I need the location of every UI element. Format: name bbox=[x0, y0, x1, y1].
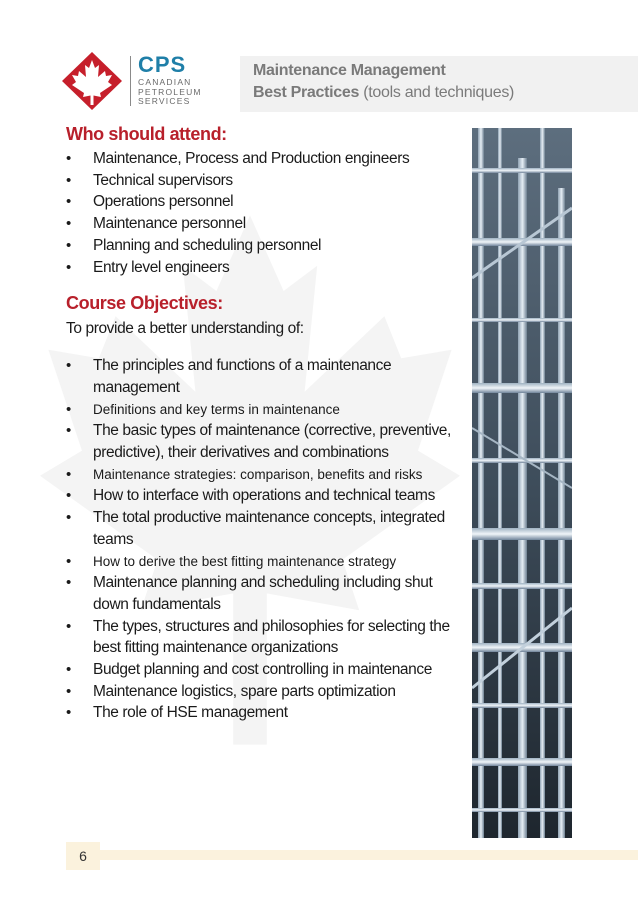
attendee-list bbox=[66, 148, 464, 278]
list-item: • Maintenance planning and scheduling including shut down fundamentals bbox=[66, 572, 464, 615]
list-item: • Maintenance strategies: comparison, benefits and risks bbox=[66, 464, 464, 486]
logo-company-name bbox=[138, 78, 218, 107]
header-title: Maintenance Management bbox=[253, 62, 446, 79]
list-item: • The total productive maintenance concepts, integrated teams bbox=[66, 507, 464, 550]
maple-leaf-logo-icon bbox=[60, 50, 124, 112]
course-objectives-heading: Course Objectives: bbox=[66, 293, 223, 314]
objectives-list bbox=[66, 355, 464, 724]
list-item: • Maintenance, Process and Production engineers bbox=[66, 148, 464, 170]
page-number: 6 bbox=[66, 842, 100, 870]
footer-band bbox=[100, 850, 638, 860]
list-item: • Definitions and key terms in maintenance bbox=[66, 399, 464, 421]
list-item: • Technical supervisors bbox=[66, 170, 464, 192]
logo-line-1: CANADIAN bbox=[138, 77, 192, 87]
cps-logo bbox=[60, 50, 210, 112]
list-item: • The basic types of maintenance (corrective, preventive, predictive), their derivatives and combinations bbox=[66, 420, 464, 463]
pipework-illustration bbox=[472, 128, 572, 838]
list-item: • Operations personnel bbox=[66, 191, 464, 213]
list-item: • How to derive the best fitting maintenance strategy bbox=[66, 551, 464, 573]
objectives-intro: To provide a better understanding of: bbox=[66, 320, 304, 338]
who-should-attend-heading: Who should attend: bbox=[66, 124, 227, 144]
industrial-plant-photo bbox=[472, 128, 572, 838]
header-subtitle-bold: Best Practices bbox=[253, 84, 360, 101]
logo-abbr: CPS bbox=[138, 52, 187, 77]
list-item: • Entry level engineers bbox=[66, 257, 464, 279]
list-item: • Maintenance personnel bbox=[66, 213, 464, 235]
list-item: • The principles and functions of a maintenance management bbox=[66, 355, 464, 398]
list-item: • The role of HSE management bbox=[66, 702, 464, 724]
logo-line-3: SERVICES bbox=[138, 96, 191, 106]
list-item: • Planning and scheduling personnel bbox=[66, 235, 464, 257]
list-item: • Maintenance logistics, spare parts optimization bbox=[66, 681, 464, 703]
list-item: • The types, structures and philosophies for selecting the best fitting maintenance organizations bbox=[66, 616, 464, 659]
logo-line-2: PETROLEUM bbox=[138, 86, 202, 97]
main-content bbox=[66, 124, 464, 724]
list-item: • How to interface with operations and technical teams bbox=[66, 485, 464, 507]
logo-divider bbox=[130, 56, 131, 106]
header-subtitle bbox=[253, 84, 514, 102]
header-subtitle-rest: (tools and techniques) bbox=[359, 84, 515, 101]
list-item: • Budget planning and cost controlling in maintenance bbox=[66, 659, 464, 681]
